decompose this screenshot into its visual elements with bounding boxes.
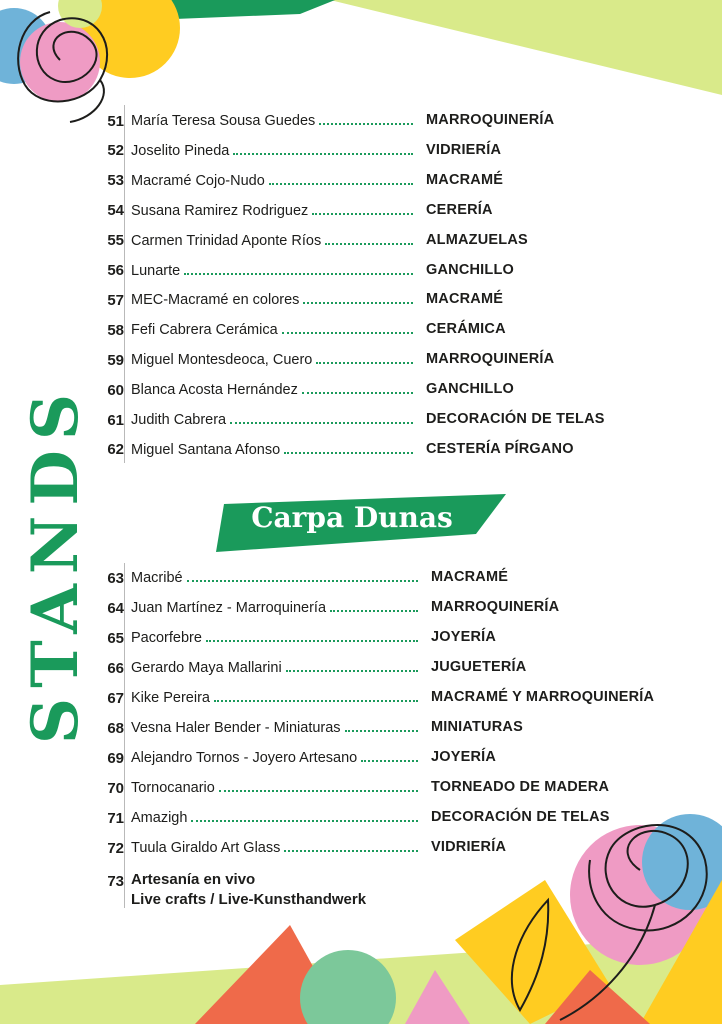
stand-category: MACRAMÉ	[426, 171, 504, 188]
stand-category: DECORACIÓN DE TELAS	[431, 809, 610, 825]
stand-number: 65	[107, 629, 124, 647]
stand-category: TORNEADO DE MADERA	[431, 779, 610, 795]
stand-name-leader	[131, 233, 413, 249]
stand-category: MINIATURAS	[431, 719, 523, 735]
stand-name-leader	[131, 780, 418, 796]
stand-name-leader	[131, 660, 418, 676]
stand-category: MARROQUINERÍA	[431, 599, 560, 615]
dotted-leader	[330, 610, 418, 612]
stand-row	[107, 139, 413, 163]
carpa-dunas-title: Carpa Dunas	[251, 500, 453, 534]
stand-row	[107, 169, 413, 193]
stand-category: DECORACIÓN DE TELAS	[426, 411, 605, 427]
dotted-leader	[206, 640, 418, 642]
stand-number: 72	[107, 839, 124, 857]
stand-row	[107, 776, 418, 800]
dotted-leader	[233, 153, 413, 155]
stand-row	[107, 806, 418, 830]
stand-name-leader	[131, 382, 413, 398]
stand-row	[107, 716, 418, 740]
stand-name-leader	[131, 690, 418, 706]
stand-number: 73	[107, 873, 124, 890]
stand-name: Alejandro Tornos - Joyero Artesano	[131, 750, 358, 766]
stand-row	[107, 229, 413, 253]
stand-name-leader	[131, 352, 413, 368]
dotted-leader	[303, 302, 413, 304]
stand-category: CESTERÍA PÍRGANO	[426, 440, 574, 457]
live-crafts-title: Artesanía en vivo	[131, 871, 256, 888]
stand-name-leader	[131, 840, 418, 856]
stand-name: Juan Martínez - Marroquinería	[131, 600, 327, 616]
stand-row	[107, 626, 418, 650]
stand-name: Carmen Trinidad Aponte Ríos	[131, 232, 322, 249]
dotted-leader	[302, 392, 413, 394]
dotted-leader	[316, 362, 413, 364]
stand-name: Macribé	[131, 570, 183, 586]
stand-category: MACRAMÉ Y MARROQUINERÍA	[431, 689, 655, 705]
dotted-leader	[345, 730, 418, 732]
stand-row	[107, 686, 418, 710]
stands-vertical-title: STANDS	[18, 383, 93, 745]
stand-category: MACRAMÉ	[426, 291, 504, 308]
stand-row	[107, 596, 418, 620]
stand-name: Fefi Cabrera Cerámica	[131, 322, 278, 339]
stand-name-leader	[131, 570, 418, 586]
stand-row	[107, 566, 418, 590]
stand-name-leader	[131, 113, 413, 129]
stand-name-leader	[131, 173, 413, 189]
divider-line-bottom	[124, 563, 125, 908]
stand-row	[107, 408, 413, 432]
stand-name: Amazigh	[131, 810, 188, 826]
dotted-leader	[319, 123, 413, 125]
stand-row	[107, 836, 418, 860]
stand-name-leader	[131, 263, 413, 279]
stand-row	[107, 438, 413, 462]
stand-name-leader	[131, 442, 413, 458]
stand-name-leader	[131, 412, 413, 428]
stand-name-leader	[131, 720, 418, 736]
stand-name: Judith Cabrera	[131, 412, 227, 428]
stand-number: 56	[107, 262, 124, 279]
stand-number: 67	[107, 689, 124, 707]
stand-category: CERÁMICA	[426, 321, 506, 338]
stand-row	[107, 259, 413, 283]
dotted-leader	[312, 213, 413, 215]
stand-number: 59	[107, 351, 124, 369]
stand-name: María Teresa Sousa Guedes	[131, 113, 316, 129]
stand-name-leader	[131, 600, 418, 616]
stand-name-leader	[131, 143, 413, 159]
stand-number: 71	[107, 809, 124, 827]
stand-name: Pacorfebre	[131, 630, 202, 646]
stand-name: Blanca Acosta Hernández	[131, 382, 298, 399]
dotted-leader	[284, 850, 418, 852]
stand-number: 57	[107, 291, 124, 309]
stand-name-leader	[131, 322, 413, 338]
stand-category: JUGUETERÍA	[431, 659, 527, 675]
stand-name: Macramé Cojo-Nudo	[131, 172, 265, 189]
live-crafts-item	[107, 870, 367, 910]
dotted-leader	[361, 760, 418, 762]
stand-name: Joselito Pineda	[131, 142, 230, 159]
stand-name-leader	[131, 630, 418, 646]
stand-number: 55	[107, 232, 124, 250]
stand-number: 52	[107, 142, 124, 160]
stand-row	[107, 109, 413, 133]
divider-line-top	[124, 105, 125, 463]
stand-name: Miguel Montesdeoca, Cuero	[131, 352, 313, 369]
stand-number: 66	[107, 659, 124, 677]
stand-number: 51	[107, 112, 124, 130]
stand-category: MACRAMÉ	[431, 569, 509, 585]
top-lime-band	[330, 0, 722, 95]
stand-name: Lunarte	[131, 262, 181, 279]
dotted-leader	[191, 820, 418, 822]
stand-category: CERERÍA	[426, 201, 493, 218]
stand-number: 62	[107, 441, 124, 459]
dotted-leader	[214, 700, 418, 702]
stand-category: VIDRIERÍA	[426, 141, 502, 158]
dotted-leader	[284, 452, 413, 454]
stand-category: JOYERÍA	[431, 629, 497, 645]
stand-number: 63	[107, 569, 124, 587]
stand-row	[107, 348, 413, 372]
stand-number: 68	[107, 719, 124, 737]
dotted-leader	[325, 243, 413, 245]
dotted-leader	[286, 670, 418, 672]
stand-category: MARROQUINERÍA	[426, 351, 555, 368]
dotted-leader	[269, 183, 413, 185]
dotted-leader	[187, 580, 418, 582]
live-crafts-subtitle: Live crafts / Live-Kunsthandwerk	[131, 891, 367, 908]
stand-category: VIDRIERÍA	[431, 839, 507, 855]
stand-name-leader	[131, 810, 418, 826]
stand-row	[107, 746, 418, 770]
stand-category: JOYERÍA	[431, 749, 497, 765]
stand-number: 54	[107, 202, 124, 220]
stand-number: 64	[107, 599, 124, 617]
stand-name: Gerardo Maya Mallarini	[131, 660, 282, 676]
dotted-leader	[184, 273, 413, 275]
stand-row	[107, 318, 413, 342]
stand-number: 60	[107, 381, 124, 399]
stand-name: Kike Pereira	[131, 690, 210, 706]
stand-name-leader	[131, 750, 418, 766]
stand-number: 70	[107, 779, 124, 797]
dotted-leader	[282, 332, 413, 334]
stand-row	[107, 656, 418, 680]
dotted-leader	[219, 790, 418, 792]
stand-name: Vesna Haler Bender - Miniaturas	[131, 720, 341, 736]
stand-name: Miguel Santana Afonso	[131, 441, 281, 458]
stand-category: GANCHILLO	[426, 381, 514, 398]
stand-number: 58	[107, 321, 124, 339]
stand-row	[107, 378, 413, 402]
stand-row	[107, 199, 413, 223]
stand-name: Susana Ramirez Rodriguez	[131, 202, 309, 219]
stand-row	[107, 288, 413, 312]
stand-category: MARROQUINERÍA	[426, 112, 555, 128]
stand-name-leader	[131, 203, 413, 219]
stand-number: 61	[107, 411, 124, 429]
stand-name: MEC-Macramé en colores	[131, 292, 300, 309]
stand-name-leader	[131, 292, 413, 308]
stand-number: 53	[107, 172, 124, 190]
dotted-leader	[230, 422, 413, 424]
stand-number: 69	[107, 749, 124, 767]
stand-category: GANCHILLO	[426, 261, 514, 278]
stand-name: Tornocanario	[131, 780, 215, 796]
stand-name: Tuula Giraldo Art Glass	[131, 840, 281, 856]
stand-category: ALMAZUELAS	[426, 231, 528, 248]
